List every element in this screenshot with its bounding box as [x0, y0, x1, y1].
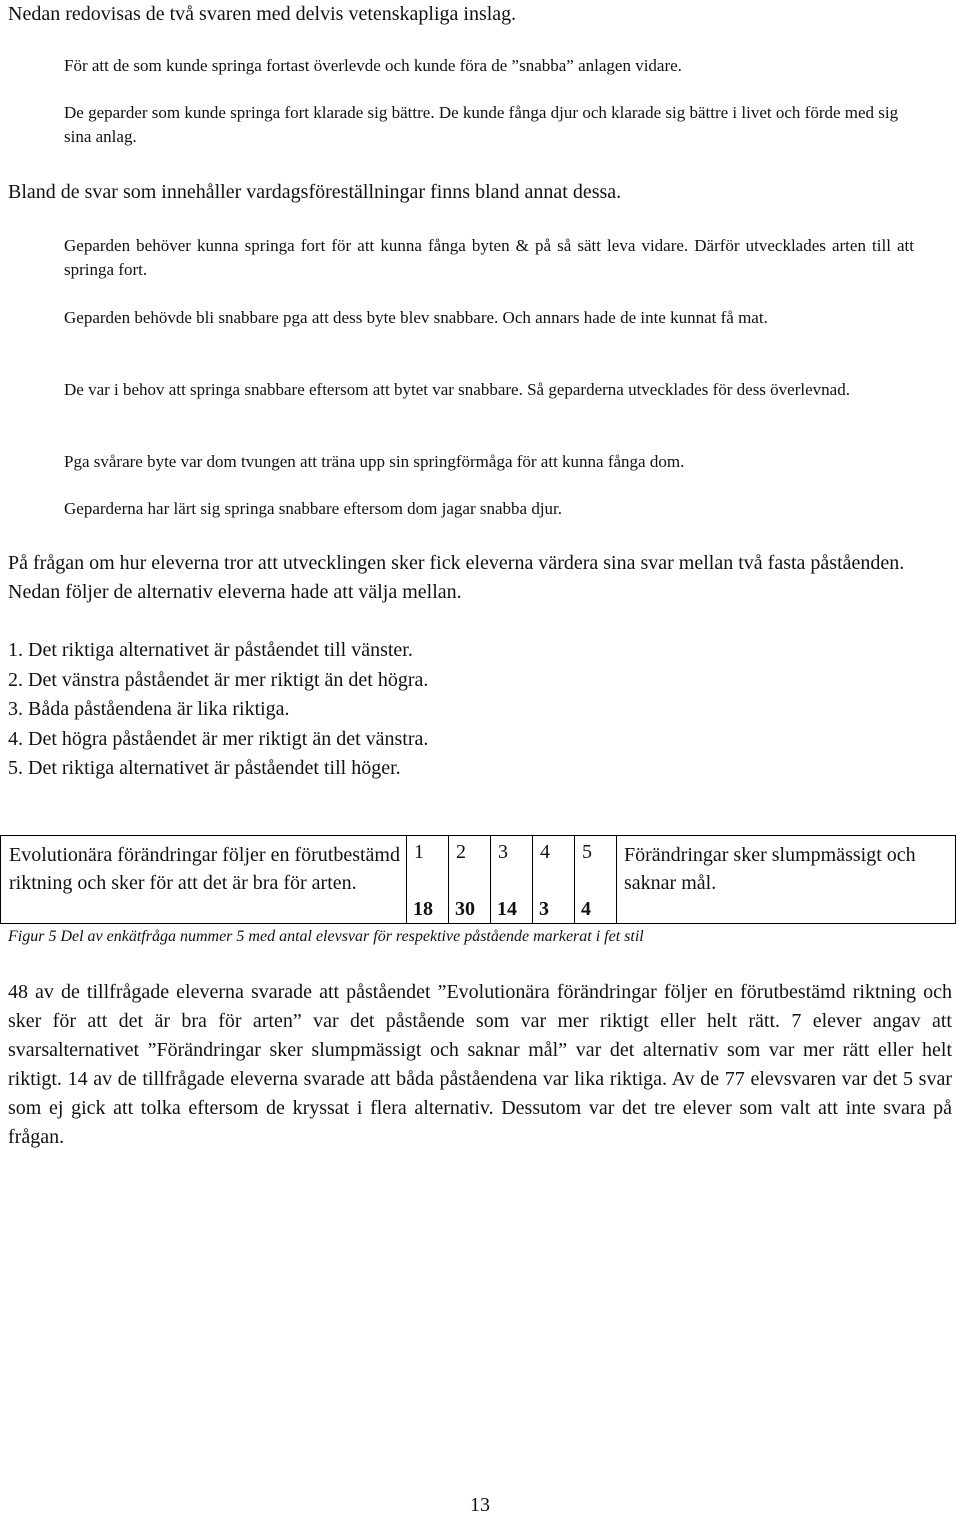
option-cell-5: [575, 836, 617, 924]
alternative-item: 5. Det riktiga alternativet är påståendet till höger.: [8, 757, 401, 779]
scientific-answer-2: De geparder som kunde springa fort klarade sig bättre. De kunde fånga djur och klarade sig bättre i livet och förde med sig sina anlag.: [64, 103, 899, 146]
option-cell-2: [449, 836, 491, 924]
everyday-answer-2: Geparden behövde bli snabbare pga att dess byte blev snabbare. Och annars hade de inte kunnat få mat.: [64, 308, 768, 327]
alternative-item: 3. Båda påståendena är lika riktiga.: [8, 698, 290, 720]
option-count: 14: [497, 898, 517, 920]
option-cell-3: [491, 836, 533, 924]
alternatives-list: [8, 636, 428, 784]
alternative-item: 4. Det högra påståendet är mer riktigt än det vänstra.: [8, 727, 429, 750]
alternative-item: 1. Det riktiga alternativet är påståendet till vänster.: [8, 639, 413, 661]
option-label: 2: [456, 841, 466, 863]
right-statement: Förändringar sker slumpmässigt och saknar mål.: [617, 836, 956, 924]
everyday-answer-4: Pga svårare byte var dom tvungen att träna upp sin springförmåga för att kunna fånga dom.: [64, 452, 685, 471]
intro-text: Nedan redovisas de två svaren med delvis vetenskapliga inslag.: [8, 3, 517, 25]
scientific-answer-1: För att de som kunde springa fortast överlevde och kunde föra de ”snabba” anlagen vidare.: [64, 56, 682, 75]
option-label: 5: [582, 841, 592, 863]
option-cell-1: [407, 836, 449, 924]
question-intro: På frågan om hur eleverna tror att utvecklingen sker fick eleverna värdera sina svar mellan två fasta påståenden. Nedan följer de alternativ eleverna hade att välja mellan.: [8, 552, 905, 603]
everyday-answer-3: De var i behov att springa snabbare eftersom att bytet var snabbare. Så geparderna utvecklades för dess överlevnad.: [64, 380, 850, 399]
option-label: 1: [414, 841, 424, 863]
option-cell-4: [533, 836, 575, 924]
figure-caption: Figur 5 Del av enkätfråga nummer 5 med antal elevsvar för respektive påstående markerat i fet stil: [8, 928, 644, 945]
everyday-answer-1: Geparden behöver kunna springa fort för att kunna fånga byten & på så sätt leva vidare. Därför utvecklades arten till att springa fort.: [64, 236, 914, 279]
alternative-item: 2. Det vänstra påståendet är mer riktigt än det högra.: [8, 668, 429, 691]
option-count: 30: [455, 898, 475, 920]
everyday-answer-5: Geparderna har lärt sig springa snabbare eftersom dom jagar snabba djur.: [64, 499, 563, 518]
conclusion-paragraph: 48 av de tillfrågade eleverna svarade att påståendet ”Evolutionära förändringar följer en förutbestämd riktning och sker för att det är bra för arten” var det påstående som var mer riktigt eller helt rätt. 7 elever angav att svarsalternativet ”Förändringar sker slumpmässigt och saknar mål” var det alternativ som var mer rätt eller helt riktigt. 14 av de tillfrågade eleverna svarade att båda påståendena var lika riktiga. Av de 77 elevsvaren var det 5 svar som ej gick att tolka eftersom de kryssat i flera alternativ. Dessutom var det tre elever som valt att inte svara på frågan.: [8, 981, 952, 1148]
option-label: 4: [540, 841, 550, 863]
option-label: 3: [498, 841, 508, 863]
everyday-heading: Bland de svar som innehåller vardagsföreställningar finns bland annat dessa.: [8, 181, 622, 203]
option-count: 18: [413, 898, 433, 920]
page-number: 13: [470, 1494, 490, 1516]
survey-scale-table: [0, 835, 956, 924]
option-count: 4: [581, 898, 591, 920]
left-statement: Evolutionära förändringar följer en förutbestämd riktning och sker för att det är bra för arten.: [1, 836, 407, 924]
option-count: 3: [539, 898, 549, 920]
